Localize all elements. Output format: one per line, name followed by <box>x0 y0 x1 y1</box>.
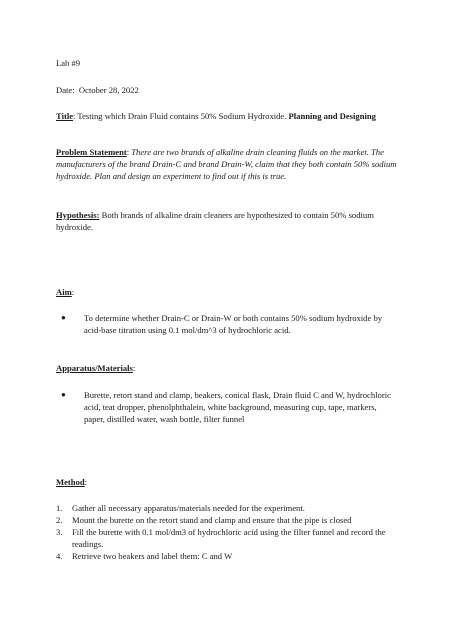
aim-heading: Aim: <box>56 287 75 297</box>
problem-text: There are two brands of alkaline drain cleaning fluids on the market. The manufacturers of the brand Drain-C and brand Drain-W, claim that they both contain 50% sodium hydroxide. Plan and design an experiment to find out if this is true. <box>56 147 397 181</box>
hypothesis-label: Hypothesis: <box>56 210 100 220</box>
list-item: ● To determine whether Drain-C or Drain-W or both contains 50% sodium hydroxide by acid-base titration using 0.1 mol/dm^3 of hydrochloric acid. <box>61 313 383 335</box>
hypothesis <box>56 209 411 233</box>
title-line: Title: Testing which Drain Fluid contains 50% Sodium Hydroxide. Planning and Designing <box>56 111 376 121</box>
bullet-icon: ● <box>61 390 66 399</box>
title-label: Title <box>56 111 74 121</box>
date-line <box>56 84 386 96</box>
problem-label: Problem Statement <box>56 147 127 157</box>
aim-label: Aim <box>56 287 72 297</box>
apparatus-label: Apparatus/Materials <box>56 363 133 373</box>
lab-number: Lab #9 <box>56 58 81 68</box>
list-item: ● Burette, retort stand and clamp, beakers, conical flask, Drain fluid C and W, hydrochloric acid, teat dropper, phenolphthalein, white background, measuring cup, tape, markers, paper, distilled water, wash bottle, filter funnel <box>61 390 391 424</box>
apparatus-heading: Apparatus/Materials: <box>56 363 136 373</box>
problem-statement: Problem Statement: There are two brands of alkaline drain cleaning fluids on the market. The manufacturers of the brand Drain-C and brand Drain-W, claim that they both contain 50% sodium hydroxide. Plan and design an experiment to find out if this is true. <box>56 147 397 181</box>
method-list <box>56 502 396 562</box>
date-value: October 28, 2022 <box>78 85 139 95</box>
title-suffix: Planning and Designing <box>288 111 376 121</box>
hypothesis-text: Both brands of alkaline drain cleaners are hypothesized to contain 50% sodium hydroxide. <box>56 210 374 232</box>
list-item: 1. Gather all necessary apparatus/materials needed for the experiment. <box>56 503 305 513</box>
date-label: Date: <box>56 85 75 95</box>
apparatus-list <box>56 389 396 425</box>
title-text: Testing which Drain Fluid contains 50% Sodium Hydroxide. <box>75 111 289 121</box>
list-item: 2. Mount the burette on the retort stand and clamp and ensure that the pipe is closed <box>56 515 352 525</box>
list-item: 3. Fill the burette with 0.1 mol/dm3 of hydrochloric acid using the filter funnel and record the readings. <box>56 527 386 549</box>
method-heading: Method: <box>56 477 88 487</box>
bullet-icon: ● <box>61 313 66 322</box>
list-item: 4. Retrieve two beakers and label them: C and W <box>56 551 233 561</box>
method-label: Method <box>56 477 85 487</box>
aim-list <box>56 312 396 336</box>
